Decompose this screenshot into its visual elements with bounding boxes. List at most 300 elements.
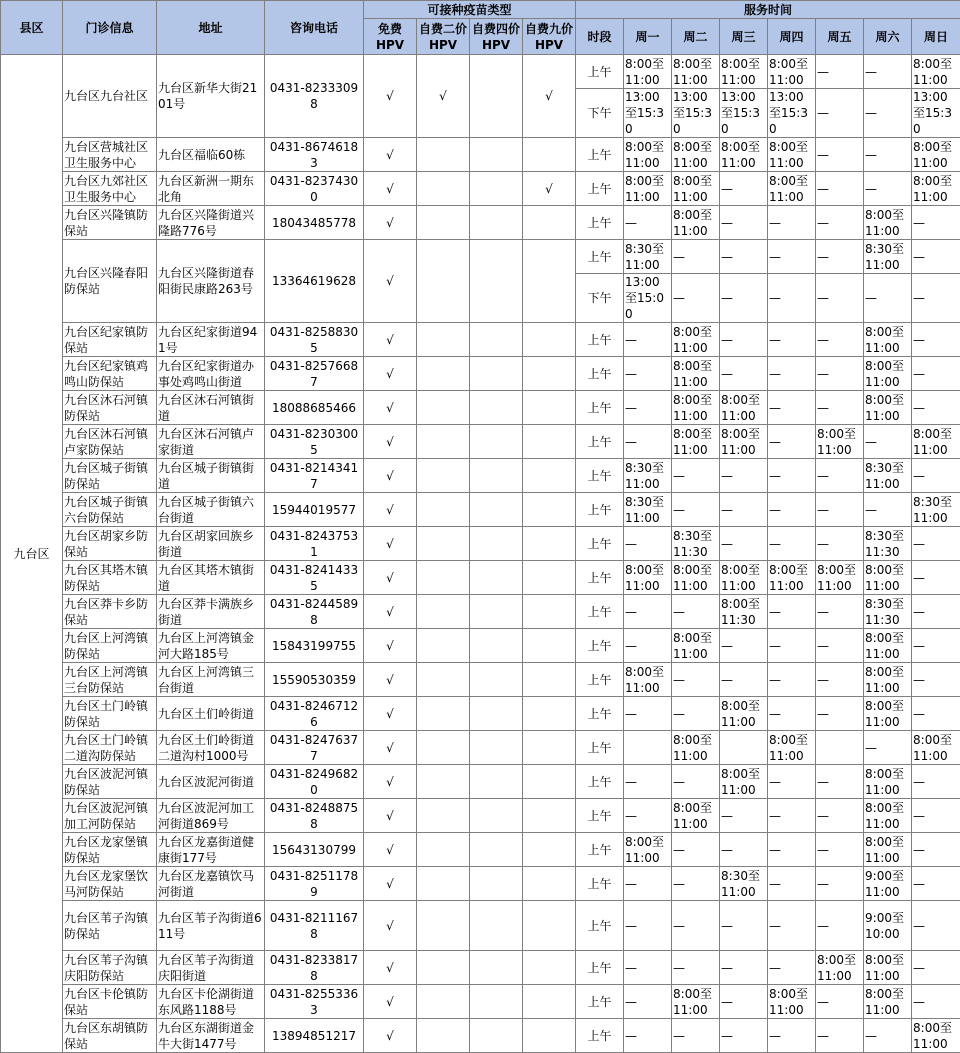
service-time-cell [816, 731, 864, 765]
service-time-cell: — [912, 595, 960, 629]
period-cell: 上午 [576, 595, 624, 629]
service-time-cell: 8:00至11:00 [672, 55, 720, 89]
service-time-cell: — [672, 697, 720, 731]
vaccine-check: √ [364, 765, 417, 799]
vaccine-check [523, 765, 576, 799]
clinic-phone: 18088685466 [265, 391, 364, 425]
service-time-cell: — [912, 799, 960, 833]
service-time-cell: — [816, 1019, 864, 1053]
service-time-cell: 8:00至11:00 [864, 951, 912, 985]
vaccine-check: √ [364, 1019, 417, 1053]
service-time-cell: — [912, 561, 960, 595]
period-cell: 下午 [576, 89, 624, 138]
vaccine-check [523, 833, 576, 867]
service-time-cell: — [720, 1019, 768, 1053]
service-time-cell: 8:00至11:00 [672, 425, 720, 459]
service-time-cell: — [720, 629, 768, 663]
service-time-cell: — [720, 274, 768, 323]
service-time-cell: — [624, 697, 672, 731]
period-cell: 上午 [576, 731, 624, 765]
service-time-cell: 8:00至11:00 [816, 561, 864, 595]
vaccine-check [470, 391, 523, 425]
service-time-cell: — [624, 629, 672, 663]
phone-header: 咨询电话 [265, 1, 364, 55]
clinic-phone: 0431-86746183 [265, 138, 364, 172]
service-time-cell: — [912, 663, 960, 697]
period-cell: 上午 [576, 527, 624, 561]
service-time-cell: — [816, 985, 864, 1019]
service-time-cell: — [816, 901, 864, 951]
period-cell: 上午 [576, 493, 624, 527]
service-time-cell: 8:00至11:00 [864, 561, 912, 595]
service-time-cell: — [768, 833, 816, 867]
clinic-name: 九台区苇子沟镇防保站 [63, 901, 157, 951]
table-row [1, 1019, 960, 1053]
period-cell: 上午 [576, 459, 624, 493]
table-row [1, 172, 960, 206]
clinic-address: 九台区城子街镇街道 [157, 459, 265, 493]
service-time-cell: 9:00至10:00 [864, 901, 912, 951]
service-time-cell: 8:00至11:00 [864, 663, 912, 697]
service-time-cell: 8:00至11:00 [672, 799, 720, 833]
service-time-cell: — [720, 663, 768, 697]
clinic-address: 九台区沐石河镇街道 [157, 391, 265, 425]
clinic-phone: 0431-82338178 [265, 951, 364, 985]
service-time-cell: — [816, 55, 864, 89]
service-time-cell: 8:00至11:00 [912, 1019, 960, 1053]
service-time-cell: — [672, 493, 720, 527]
vaccine-check [523, 799, 576, 833]
vaccine-col-header: 自费二价HPV [417, 19, 470, 55]
period-cell: 上午 [576, 951, 624, 985]
service-time-cell: 8:00至11:00 [672, 985, 720, 1019]
vaccine-check [417, 357, 470, 391]
clinic-address: 九台区苇子沟街道庆阳街道 [157, 951, 265, 985]
clinic-phone: 0431-82488758 [265, 799, 364, 833]
vaccine-check [523, 138, 576, 172]
service-time-cell: — [816, 206, 864, 240]
table-row [1, 138, 960, 172]
service-time-cell: — [816, 459, 864, 493]
clinic-phone: 0431-82496820 [265, 765, 364, 799]
service-time-cell: — [816, 799, 864, 833]
clinic-name: 九台区东胡镇防保站 [63, 1019, 157, 1053]
service-time-cell: — [672, 901, 720, 951]
vaccine-check [523, 493, 576, 527]
vaccine-check [523, 951, 576, 985]
clinic-phone: 0431-82111678 [265, 901, 364, 951]
service-time-cell: 8:30至11:30 [864, 595, 912, 629]
service-time-cell: — [624, 901, 672, 951]
vaccine-type-header: 可接种疫苗类型 [364, 1, 576, 19]
vaccine-check [470, 240, 523, 323]
service-time-cell: 8:00至11:00 [864, 985, 912, 1019]
service-time-cell: 8:00至11:00 [672, 138, 720, 172]
vaccine-check [470, 561, 523, 595]
service-time-cell: — [864, 89, 912, 138]
service-time-cell: 8:00至11:00 [672, 172, 720, 206]
clinic-phone: 13894851217 [265, 1019, 364, 1053]
vaccine-check [523, 561, 576, 595]
clinic-name: 九台区兴隆春阳防保站 [63, 240, 157, 323]
service-time-cell: 8:00至11:00 [720, 391, 768, 425]
table-row [1, 629, 960, 663]
vaccine-check [470, 867, 523, 901]
vaccine-check: √ [364, 985, 417, 1019]
service-time-cell: — [912, 323, 960, 357]
vaccine-check: √ [523, 55, 576, 138]
table-row [1, 867, 960, 901]
service-time-cell: 8:00至11:00 [768, 55, 816, 89]
period-cell: 上午 [576, 172, 624, 206]
table-row [1, 391, 960, 425]
clinic-address: 九台区其塔木镇街道 [157, 561, 265, 595]
clinic-phone: 0431-82303005 [265, 425, 364, 459]
service-time-cell: — [720, 459, 768, 493]
vaccine-check [417, 951, 470, 985]
service-time-cell: 8:30至11:00 [624, 493, 672, 527]
service-time-cell: 8:00至11:00 [624, 172, 672, 206]
clinic-phone: 0431-82374300 [265, 172, 364, 206]
clinic-phone: 0431-82467126 [265, 697, 364, 731]
service-time-cell: — [864, 172, 912, 206]
service-time-cell: 8:30至11:00 [864, 240, 912, 274]
service-time-cell: — [624, 527, 672, 561]
clinic-address: 九台区新华大街2101号 [157, 55, 265, 138]
service-time-cell: — [624, 357, 672, 391]
clinic-address: 九台区福临60栋 [157, 138, 265, 172]
clinic-name: 九台区营城社区卫生服务中心 [63, 138, 157, 172]
service-time-cell: — [912, 459, 960, 493]
vaccine-check: √ [364, 240, 417, 323]
service-time-cell: — [672, 1019, 720, 1053]
service-time-cell: — [912, 697, 960, 731]
service-time-cell: 8:30至11:00 [624, 459, 672, 493]
service-time-cell: — [912, 867, 960, 901]
period-cell: 上午 [576, 867, 624, 901]
day-header: 周二 [672, 19, 720, 55]
clinic-name: 九台区龙家堡镇防保站 [63, 833, 157, 867]
service-time-cell: — [624, 323, 672, 357]
service-time-header: 服务时间 [576, 1, 960, 19]
service-time-cell: — [720, 833, 768, 867]
vaccine-check: √ [364, 527, 417, 561]
table-row [1, 697, 960, 731]
service-time-cell: — [768, 391, 816, 425]
clinic-phone: 18043485778 [265, 206, 364, 240]
clinic-address: 九台区纪家街道办事处鸡鸣山街道 [157, 357, 265, 391]
vaccine-check [523, 985, 576, 1019]
vaccine-check [523, 323, 576, 357]
service-time-cell: — [768, 240, 816, 274]
clinic-name: 九台区九郊社区卫生服务中心 [63, 172, 157, 206]
vaccine-check [470, 901, 523, 951]
clinic-name: 九台区城子街镇六台防保站 [63, 493, 157, 527]
clinic-name: 九台区九台社区 [63, 55, 157, 138]
clinic-phone: 0431-82414335 [265, 561, 364, 595]
clinic-address: 九台区上河湾镇金河大路185号 [157, 629, 265, 663]
service-time-cell: — [816, 391, 864, 425]
service-time-cell: 8:00至11:00 [672, 323, 720, 357]
vaccine-check [523, 240, 576, 323]
clinic-address: 九台区城子街镇六台街道 [157, 493, 265, 527]
vaccine-check [417, 833, 470, 867]
service-time-cell: 8:30至11:00 [720, 867, 768, 901]
vaccine-check [470, 55, 523, 138]
service-time-cell: — [672, 459, 720, 493]
table-row [1, 493, 960, 527]
service-time-cell: 8:30至11:30 [864, 527, 912, 561]
county-cell: 九台区 [1, 55, 63, 1053]
vaccine-check [417, 765, 470, 799]
vaccine-check: √ [364, 323, 417, 357]
day-header: 周三 [720, 19, 768, 55]
vaccine-check [417, 323, 470, 357]
service-time-cell: — [720, 985, 768, 1019]
service-time-cell: 8:00至11:00 [912, 138, 960, 172]
vaccine-check [470, 833, 523, 867]
clinic-name: 九台区龙家堡饮马河防保站 [63, 867, 157, 901]
service-time-cell: 8:00至11:00 [624, 138, 672, 172]
table-row [1, 561, 960, 595]
clinic-address: 九台区纪家街道941号 [157, 323, 265, 357]
service-time-cell: 13:00至15:30 [912, 89, 960, 138]
clinic-address: 九台区土们岭街道二道沟村1000号 [157, 731, 265, 765]
service-time-cell: — [768, 425, 816, 459]
service-time-cell: 8:30至11:30 [672, 527, 720, 561]
service-time-cell: — [816, 833, 864, 867]
vaccine-check [417, 172, 470, 206]
clinic-phone: 0431-82333098 [265, 55, 364, 138]
clinic-address: 九台区卡伦湖街道东风路1188号 [157, 985, 265, 1019]
service-time-cell: 8:00至11:00 [768, 138, 816, 172]
vaccine-col-header: 免费HPV [364, 19, 417, 55]
service-time-cell: — [672, 663, 720, 697]
service-time-cell: 8:00至11:00 [720, 138, 768, 172]
service-time-cell: — [912, 901, 960, 951]
table-row [1, 985, 960, 1019]
vaccine-check: √ [364, 629, 417, 663]
service-time-cell: — [720, 527, 768, 561]
day-header: 周六 [864, 19, 912, 55]
service-time-cell: — [864, 274, 912, 323]
table-row [1, 240, 960, 274]
period-cell: 上午 [576, 833, 624, 867]
clinic-address: 九台区兴隆街道春阳街民康路263号 [157, 240, 265, 323]
table-row [1, 425, 960, 459]
vaccine-check [470, 629, 523, 663]
service-time-cell: — [624, 867, 672, 901]
clinic-phone: 13364619628 [265, 240, 364, 323]
service-time-cell: — [768, 629, 816, 663]
service-time-cell: — [720, 799, 768, 833]
service-time-cell: — [816, 89, 864, 138]
vaccine-check [523, 731, 576, 765]
clinic-phone: 0431-82476377 [265, 731, 364, 765]
service-time-cell: 8:00至11:00 [912, 425, 960, 459]
service-time-cell: — [624, 799, 672, 833]
clinic-name: 九台区莽卡乡防保站 [63, 595, 157, 629]
vaccine-check [417, 867, 470, 901]
vaccine-check: √ [523, 172, 576, 206]
service-time-cell: 8:00至11:00 [672, 357, 720, 391]
vaccine-check: √ [364, 357, 417, 391]
service-time-cell: 13:00至15:30 [768, 89, 816, 138]
vaccine-check: √ [364, 493, 417, 527]
service-time-cell: — [912, 629, 960, 663]
period-cell: 上午 [576, 663, 624, 697]
service-time-cell: — [816, 493, 864, 527]
table-row [1, 357, 960, 391]
service-time-cell: 8:00至11:00 [720, 425, 768, 459]
service-time-cell: 8:00至11:00 [816, 425, 864, 459]
vaccine-check [417, 901, 470, 951]
period-cell: 上午 [576, 561, 624, 595]
clinic-phone: 15843199755 [265, 629, 364, 663]
service-time-cell: — [768, 799, 816, 833]
vaccine-check [470, 985, 523, 1019]
clinic-header: 门诊信息 [63, 1, 157, 55]
period-cell: 上午 [576, 985, 624, 1019]
service-time-cell: — [912, 951, 960, 985]
vaccine-check [417, 138, 470, 172]
service-time-cell: — [816, 867, 864, 901]
clinic-address: 九台区波泥河加工河街道869号 [157, 799, 265, 833]
service-time-cell: 8:00至11:00 [864, 206, 912, 240]
vaccine-check: √ [364, 867, 417, 901]
period-cell: 上午 [576, 138, 624, 172]
vaccine-check [470, 799, 523, 833]
clinic-name: 九台区兴隆镇防保站 [63, 206, 157, 240]
service-time-cell: 8:00至11:00 [672, 561, 720, 595]
clinic-name: 九台区土门岭镇二道沟防保站 [63, 731, 157, 765]
service-time-cell: — [864, 493, 912, 527]
service-time-cell: 8:00至11:00 [624, 833, 672, 867]
service-time-cell: — [720, 357, 768, 391]
vaccine-check [417, 629, 470, 663]
clinic-name: 九台区城子街镇防保站 [63, 459, 157, 493]
service-time-cell: 8:00至11:00 [624, 561, 672, 595]
service-time-cell: 9:00至11:00 [864, 867, 912, 901]
service-time-cell: 8:00至11:00 [768, 561, 816, 595]
table-row [1, 765, 960, 799]
clinic-address: 九台区龙嘉街道健康街177号 [157, 833, 265, 867]
service-time-cell: — [816, 172, 864, 206]
table-row [1, 55, 960, 89]
clinic-address: 九台区土们岭街道 [157, 697, 265, 731]
service-time-cell: 8:00至11:00 [720, 697, 768, 731]
clinic-phone: 0431-82553363 [265, 985, 364, 1019]
vaccine-check [417, 595, 470, 629]
clinic-phone: 0431-82445898 [265, 595, 364, 629]
vaccine-check [523, 867, 576, 901]
service-time-cell: — [672, 765, 720, 799]
service-time-cell: 8:00至11:00 [672, 731, 720, 765]
clinic-address: 九台区沐石河镇卢家街道 [157, 425, 265, 459]
clinic-phone: 0431-82143417 [265, 459, 364, 493]
period-cell: 上午 [576, 391, 624, 425]
period-cell: 上午 [576, 799, 624, 833]
service-time-cell: — [768, 901, 816, 951]
service-time-cell: — [864, 425, 912, 459]
vaccine-check [470, 951, 523, 985]
vaccine-col-header: 自费九价HPV [523, 19, 576, 55]
vaccine-check [523, 459, 576, 493]
clinic-name: 九台区纪家镇鸡鸣山防保站 [63, 357, 157, 391]
service-time-cell: 8:00至11:00 [624, 663, 672, 697]
clinic-name: 九台区波泥河镇加工河防保站 [63, 799, 157, 833]
table-row [1, 459, 960, 493]
service-time-cell: — [624, 391, 672, 425]
service-time-cell: — [768, 697, 816, 731]
service-time-cell: — [768, 493, 816, 527]
period-header: 时段 [576, 19, 624, 55]
service-time-cell: — [816, 663, 864, 697]
clinic-name: 九台区沐石河镇卢家防保站 [63, 425, 157, 459]
vaccine-check: √ [364, 206, 417, 240]
service-time-cell: — [912, 206, 960, 240]
clinic-address: 九台区东湖街道金牛大街1477号 [157, 1019, 265, 1053]
service-time-cell: 13:00至15:30 [720, 89, 768, 138]
vaccine-check [470, 527, 523, 561]
vaccine-check [417, 731, 470, 765]
vaccine-check [470, 323, 523, 357]
service-time-cell: — [816, 527, 864, 561]
service-time-cell: 8:00至11:00 [864, 799, 912, 833]
clinic-name: 九台区上河湾镇防保站 [63, 629, 157, 663]
table-row [1, 206, 960, 240]
service-time-cell: 8:30至11:00 [912, 493, 960, 527]
clinic-phone: 0431-82437531 [265, 527, 364, 561]
vaccine-check: √ [364, 595, 417, 629]
clinic-address: 九台区龙嘉镇饮马河街道 [157, 867, 265, 901]
clinic-name: 九台区苇子沟镇庆阳防保站 [63, 951, 157, 985]
period-cell: 上午 [576, 240, 624, 274]
service-time-cell: — [864, 731, 912, 765]
clinic-name: 九台区上河湾镇三台防保站 [63, 663, 157, 697]
vaccine-check: √ [364, 799, 417, 833]
vaccine-check [470, 663, 523, 697]
service-time-cell: — [672, 867, 720, 901]
clinic-address: 九台区莽卡满族乡街道 [157, 595, 265, 629]
service-time-cell: 8:00至11:00 [768, 172, 816, 206]
vaccine-check [470, 459, 523, 493]
service-time-cell: — [816, 240, 864, 274]
service-time-cell: 8:00至11:00 [864, 765, 912, 799]
vaccine-check [470, 425, 523, 459]
vaccine-check: √ [417, 55, 470, 138]
vaccine-check: √ [364, 731, 417, 765]
service-time-cell: 8:00至11:00 [816, 951, 864, 985]
clinic-phone: 0431-82511789 [265, 867, 364, 901]
service-time-cell: — [768, 357, 816, 391]
service-time-cell: 8:00至11:00 [720, 55, 768, 89]
service-time-cell: — [912, 391, 960, 425]
table-row [1, 833, 960, 867]
service-time-cell: — [720, 951, 768, 985]
service-time-cell: — [624, 951, 672, 985]
service-time-cell: 8:30至11:00 [624, 240, 672, 274]
address-header: 地址 [157, 1, 265, 55]
vaccine-check [417, 459, 470, 493]
clinic-name: 九台区土门岭镇防保站 [63, 697, 157, 731]
service-time-cell: — [672, 274, 720, 323]
table-row [1, 527, 960, 561]
vaccine-check: √ [364, 172, 417, 206]
vaccine-check: √ [364, 55, 417, 138]
vaccine-check: √ [364, 459, 417, 493]
clinic-address: 九台区兴隆街道兴隆路776号 [157, 206, 265, 240]
